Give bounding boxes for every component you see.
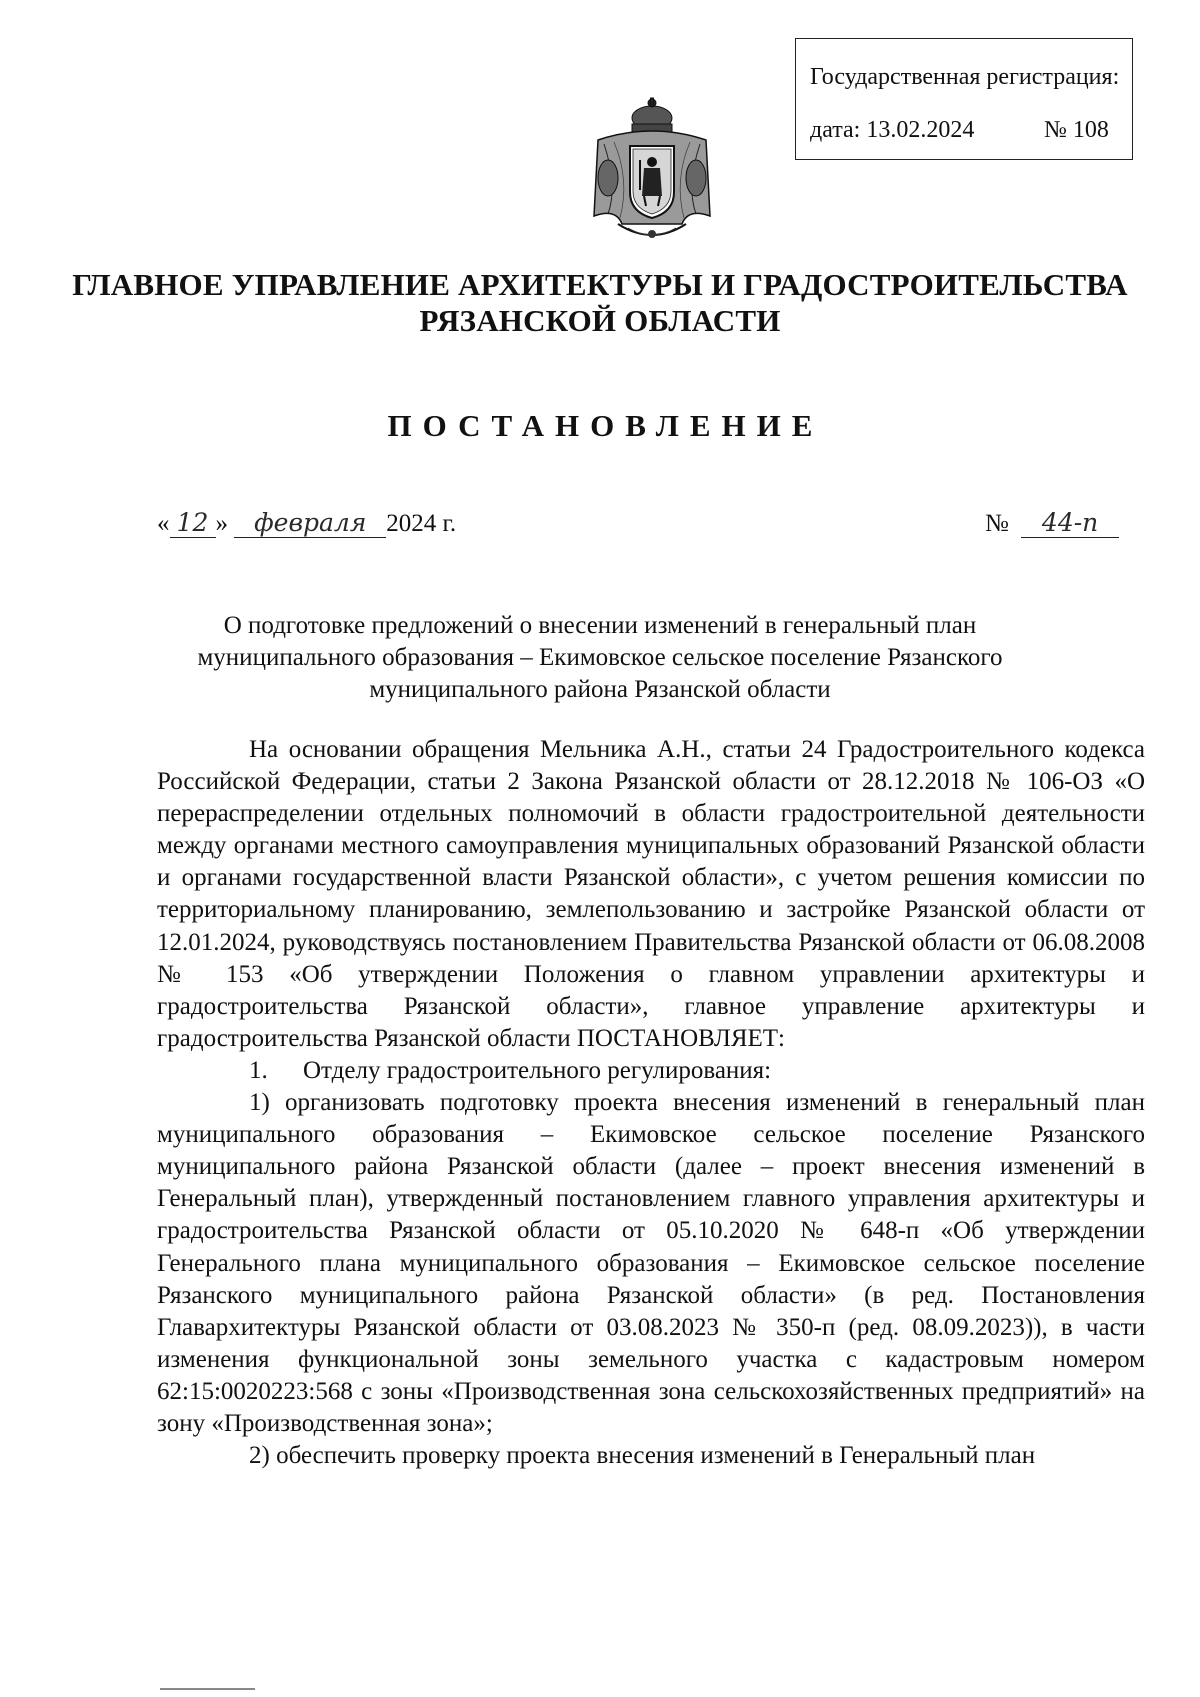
scan-artifact [160, 1688, 255, 1690]
handwritten-number: 44-п [1021, 509, 1119, 538]
item-1-number: 1. [249, 1056, 268, 1084]
subject-line-1: О подготовке предложений о внесении изменений в генеральный план [223, 612, 977, 639]
date-year: 2024 г. [386, 510, 457, 537]
document-subject [0, 610, 1200, 706]
document-type-heading: ПОСТАНОВЛЕНИЕ [387, 408, 824, 443]
registration-number: № 108 [1044, 117, 1109, 143]
item-1-paragraph [157, 1055, 1145, 1087]
registration-date: дата: 13.02.2024 [810, 117, 975, 143]
org-title-line-1: ГЛАВНОЕ УПРАВЛЕНИЕ АРХИТЕКТУРЫ И ГРАДОСТРОИТЕЛЬСТВА [72, 267, 1128, 302]
registration-stamp [795, 38, 1133, 160]
date-close-quote: » [215, 510, 228, 537]
subject-line-2: муниципального образования – Екимовское сельское поселение Рязанского [197, 644, 1003, 671]
org-title-line-2: РЯЗАНСКОЙ ОБЛАСТИ [419, 303, 781, 338]
preamble-paragraph: На основании обращения Мельника А.Н., статьи 24 Градостроительного кодекса Российской Федерации, статьи 2 Закона Рязанской области от 28.12.2018 № 106-ОЗ «О перераспределении отдельных полномочий в области градостроительной деятельности между органами местного самоуправления муниципальных образований Рязанской области и органами государственной власти Рязанской области», с учетом решения комиссии по территориальному планированию, землепользованию и застройке Рязанской области от 12.01.2024, руководствуясь постановлением Правительства Рязанской области от 06.08.2008 № 153 «Об утверждении Положения о главном управлении архитектуры и градостроительства Рязанской области», главное управление архитектуры и градостроительства Рязанской области ПОСТАНОВЛЯЕТ: [157, 736, 1145, 1052]
number-label: № [985, 510, 1009, 537]
subject-line-3: муниципального района Рязанской области [369, 676, 831, 703]
handwritten-day: 12 [170, 509, 216, 538]
document-body [157, 734, 1145, 1472]
subitem-1-paragraph: 1) организовать подготовку проекта внесения изменений в генеральный план муниципального образования – Екимовское сельское поселение Рязанского муниципального района Рязанской области (далее – проект внесения изменений в Генеральный план), утвержденный постановлением главного управления архитектуры и градостроительства Рязанской области от 05.10.2020 № 648-п «Об утверждении Генерального плана муниципального образования – Екимовское сельское поселение Рязанского муниципального района Рязанской области» (в ред. Постановления Главархитектуры Рязанской области от 03.08.2023 № 350-п (ред. 08.09.2023)), в части изменения функциональной зоны земельного участка с кадастровым номером 62:15:0020223:568 с зоны «Производственная зона сельскохозяйственных предприятий» на зону «Производственная зона»; [157, 1089, 1145, 1437]
registration-title: Государственная регистрация: [810, 64, 1120, 90]
date-open-quote: « [157, 510, 170, 537]
document-date [157, 509, 456, 538]
document-number [985, 509, 1119, 538]
item-1-text: Отделу градостроительного регулирования: [303, 1056, 772, 1084]
subitem-2-paragraph: 2) обеспечить проверку проекта внесения изменений в Генеральный план [249, 1442, 1036, 1470]
ryazan-coat-of-arms-icon [578, 96, 726, 246]
handwritten-month: февраля [234, 509, 386, 538]
